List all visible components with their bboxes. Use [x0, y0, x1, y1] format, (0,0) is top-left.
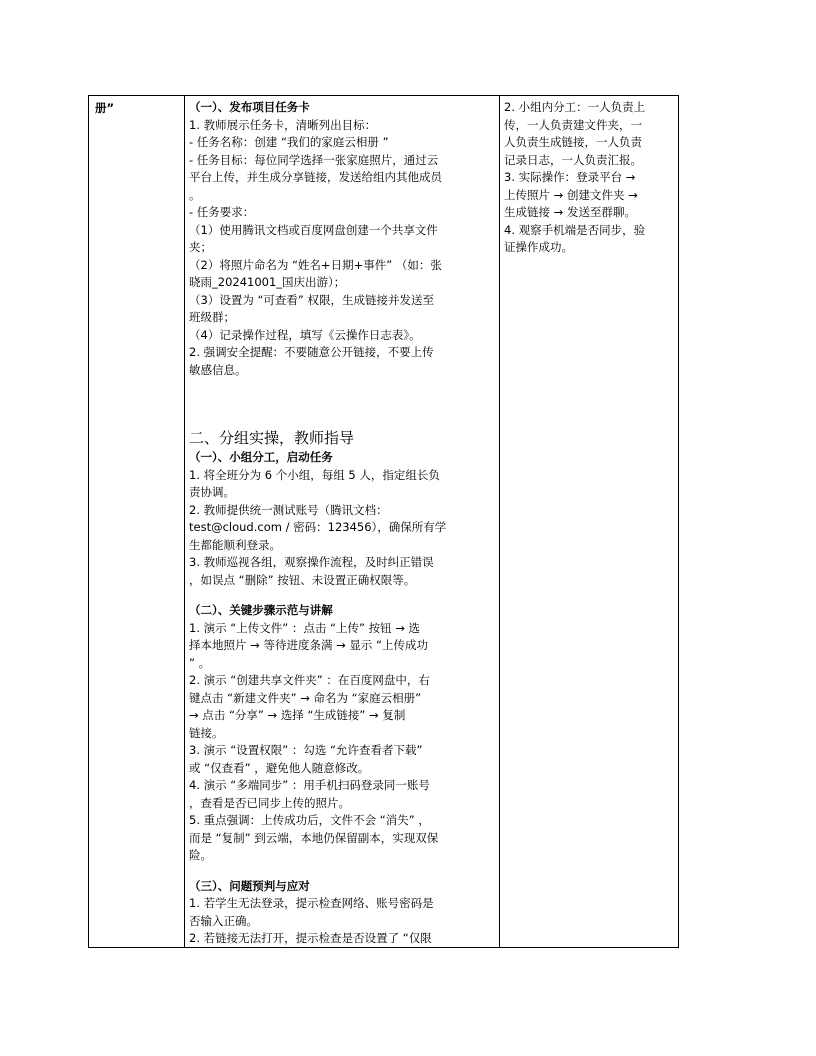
activity-label-cell: [89, 96, 184, 947]
text-line: 2. 小组内分工：一人负责上: [504, 100, 646, 114]
cell-label: 册”: [95, 101, 115, 115]
text-line: 上传照片 → 创建文件夹 →: [504, 187, 638, 202]
text-line: 择本地照片 → 等待进度条满 → 显示 “上传成功: [189, 638, 429, 652]
text-line: test@cloud.com / 密码：123456），确保所有学: [189, 520, 447, 534]
spacer: [189, 589, 499, 602]
text-line: （4）记录操作过程，填写《云操作日志表》。: [189, 327, 421, 342]
text-line: 否输入正确。: [189, 913, 258, 928]
text-line: ” 。: [189, 655, 211, 670]
subsection-heading: （三）、问题预判与应对: [189, 878, 310, 893]
text-line: 生都能顺利登录。: [189, 537, 281, 552]
text-line: 平台上传，并生成分享链接，发送给组内其他成员: [189, 170, 442, 184]
text-line: → 点击 “分享” → 选择 “生成链接” → 复制: [189, 708, 406, 722]
text-line: 2. 强调安全提醒：不要随意公开链接，不要上传: [189, 345, 434, 359]
text-line: 或 “仅查看” ，避免他人随意修改。: [189, 760, 370, 775]
text-line: 4. 演示 “多端同步” ：用手机扫码登录同一账号: [189, 778, 430, 792]
text-line: 2. 若链接无法打开，提示检查是否设置了 “仅限: [189, 931, 432, 945]
text-line: - 任务目标：每位同学选择一张家庭照片，通过云: [189, 152, 439, 167]
spacer: [189, 379, 499, 425]
text-line: （2）将照片命名为 “姓名+日期+事件” （如：张: [189, 257, 442, 272]
section-heading: 二、分组实操，教师指导: [189, 429, 355, 447]
subsection-heading: （一）、小组分工，启动任务: [189, 450, 333, 464]
text-line: - 任务名称：创建 “我们的家庭云相册 ”: [189, 135, 389, 149]
text-line: 传，一人负责建文件夹，一: [504, 117, 642, 132]
text-line: ，如误点 “删除” 按钮、未设置正确权限等。: [189, 572, 416, 587]
text-line: 生成链接 → 发送至群聊。: [504, 205, 636, 219]
text-line: ，查看是否已同步上传的照片。: [189, 795, 350, 810]
text-line: 晓雨_20241001_国庆出游）；: [189, 275, 346, 289]
text-line: 而是 “复制” 到云端，本地仍保留副本，实现双保: [189, 830, 439, 845]
student-activity-cell: [500, 96, 679, 947]
text-line: 记录日志，一人负责汇报。: [504, 152, 642, 167]
text-line: 链接。: [189, 725, 224, 740]
text-line: 1. 将全班分为 6 个小组，每组 5 人，指定组长负: [189, 467, 440, 482]
teacher-activity-cell: [185, 96, 499, 947]
text-line: 班级群；: [189, 310, 235, 324]
text-line: 2. 演示 “创建共享文件夹” ：在百度网盘中，右: [189, 673, 430, 687]
text-line: 3. 实际操作：登录平台 →: [504, 170, 636, 184]
text-line: 证操作成功。: [504, 240, 573, 254]
text-line: 1. 演示 “上传文件” ：点击 “上传” 按钮 → 选: [189, 620, 421, 635]
text-line: - 任务要求：: [189, 205, 255, 219]
text-line: 2. 教师提供统一测试账号（腾讯文档：: [189, 502, 388, 517]
subsection-heading: （二）、关键步骤示范与讲解: [189, 603, 333, 617]
text-line: （3）设置为 “可查看” 权限，生成链接并发送至: [189, 292, 435, 307]
text-line: 键点击 “新建文件夹” → 命名为 “家庭云相册”: [189, 690, 422, 705]
text-line: 1. 若学生无法登录，提示检查网络、账号密码是: [189, 896, 434, 910]
text-line: 责协调。: [189, 485, 235, 499]
text-line: （1）使用腾讯文档或百度网盘创建一个共享文件: [189, 222, 438, 237]
text-line: 4. 观察手机端是否同步，验: [504, 222, 646, 237]
text-line: 人负责生成链接，一人负责: [504, 135, 642, 149]
text-line: 3. 教师巡视各组，观察操作流程，及时纠正错误: [189, 555, 434, 569]
text-line: 1. 教师展示任务卡，清晰列出目标：: [189, 117, 377, 132]
spacer: [189, 865, 499, 878]
text-line: 敏感信息。: [189, 362, 247, 377]
text-line: 险。: [189, 848, 212, 862]
subsection-heading: （一）、发布项目任务卡: [189, 100, 310, 114]
text-line: 夹；: [189, 240, 212, 254]
text-line: 5. 重点强调：上传成功后，文件不会 “消失” ，: [189, 813, 430, 827]
text-line: 。: [189, 187, 201, 202]
lesson-plan-table: [88, 95, 679, 948]
text-line: 3. 演示 “设置权限” ：勾选 “允许查看者下载”: [189, 743, 423, 757]
